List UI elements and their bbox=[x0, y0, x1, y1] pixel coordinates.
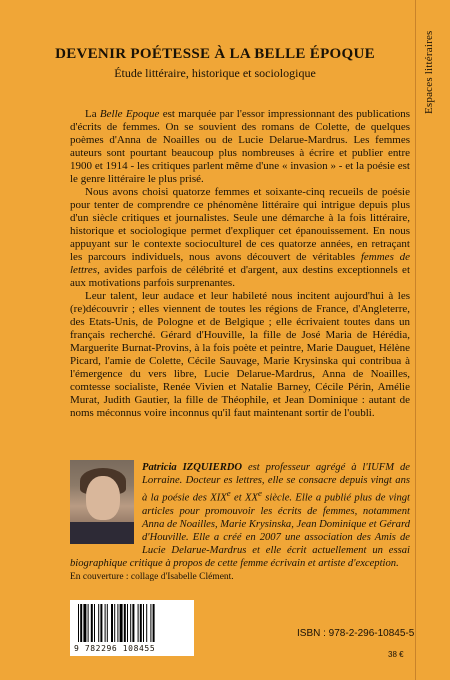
author-bio: Patricia IZQUIERDO est professeur agrégé à l'IUFM de Lorraine. Docteur es lettres, elle se consacre depuis vingt ans à la poésie des XIXe et XXe siècle. Elle a publié plus de vingt articles pour promouvoir les écrits de femmes, notamment Anna de Noailles, Marie Krysinska, Jean Dominique et Gérard d'Houville. Elle a créé en 2007 une association des Amis de Lucie Delarue-Mardrus et elle écrit actuellement un essai biographique critique à propos de cette femme écrivain et artiste d'exception. bbox=[70, 462, 410, 569]
blurb-paragraph-3: Leur talent, leur audace et leur habileté nous incitent aujourd'hui à les (re)découvrir ; elles viennent de toutes les régions de France, d'Angleterre, des Etats-Unis, de Pologne et de Belgique ; elle écrivaient toutes dans un français recherché. Gérard d'Houville, la fille de José Maria de Hérédia, Marguerite Burnat-Provins, à la fois poète et peintre, Marie Dauguet, Hélène Picard, l'amie de Colette, Cécile Sauvage, Marie Krysinska qui contribua à l'émergence du vers libre, Lucie Delarue-Mardrus, Anna de Noailles, comtesse socialiste, Renée Vivien et Natalie Barney, Cécile Périn, Amélie Murat, Judith Gautier, la fille de Théophile, et Jean Dominique : autant de noms méconnus voire inconnus qu'il faut maintenant sortir de l'oubli. bbox=[70, 290, 410, 419]
isbn: ISBN : 978-2-296-10845-5 bbox=[297, 628, 415, 639]
barcode bbox=[70, 600, 194, 656]
book-title: DEVENIR POÉTESSE À LA BELLE ÉPOQUE bbox=[55, 46, 375, 62]
barcode-digits: 9 782296 108455 bbox=[74, 644, 156, 653]
blurb-paragraph-1: La Belle Epoque est marquée par l'essor impressionnant des publications d'écrits de femmes. On se souvient des romans de Colette, de quelques poèmes d'Anna de Noailles ou de Lucie Delarue-Mardrus. Les femmes auteurs sont pourtant beaucoup plus nombreuses à écrire et publier entre 1900 et 1914 - les critiques parlent même d'une « invasion » - et la poésie est le genre littéraire le plus prisé. bbox=[70, 108, 410, 185]
blurb bbox=[70, 108, 410, 420]
author-name: Patricia IZQUIERDO bbox=[142, 462, 243, 473]
barcode-bars bbox=[78, 604, 186, 644]
cover-credit: En couverture : collage d'Isabelle Clément. bbox=[70, 572, 234, 582]
book-subtitle: Étude littéraire, historique et sociologique bbox=[114, 66, 316, 80]
series-name: Espaces littéraires bbox=[423, 30, 435, 114]
price: 38 € bbox=[388, 650, 404, 659]
blurb-paragraph-2: Nous avons choisi quatorze femmes et soixante-cinq recueils de poésie pour tenter de comprendre ce phénomène littéraire qui intrigue depuis plus d'un siècle critiques et journalistes. Seule une démarche à la fois littéraire, historique et sociologique permet d'expliquer cet épanouissement. En nous appuyant sur le contexte socioculturel de ces quatorze années, en retraçant les parcours individuels, nous avons découvert de véritables femmes de lettres, avides parfois de célébrité et d'argent, aux destins exceptionnels et aux motivations parfois surprenantes. bbox=[70, 186, 411, 289]
